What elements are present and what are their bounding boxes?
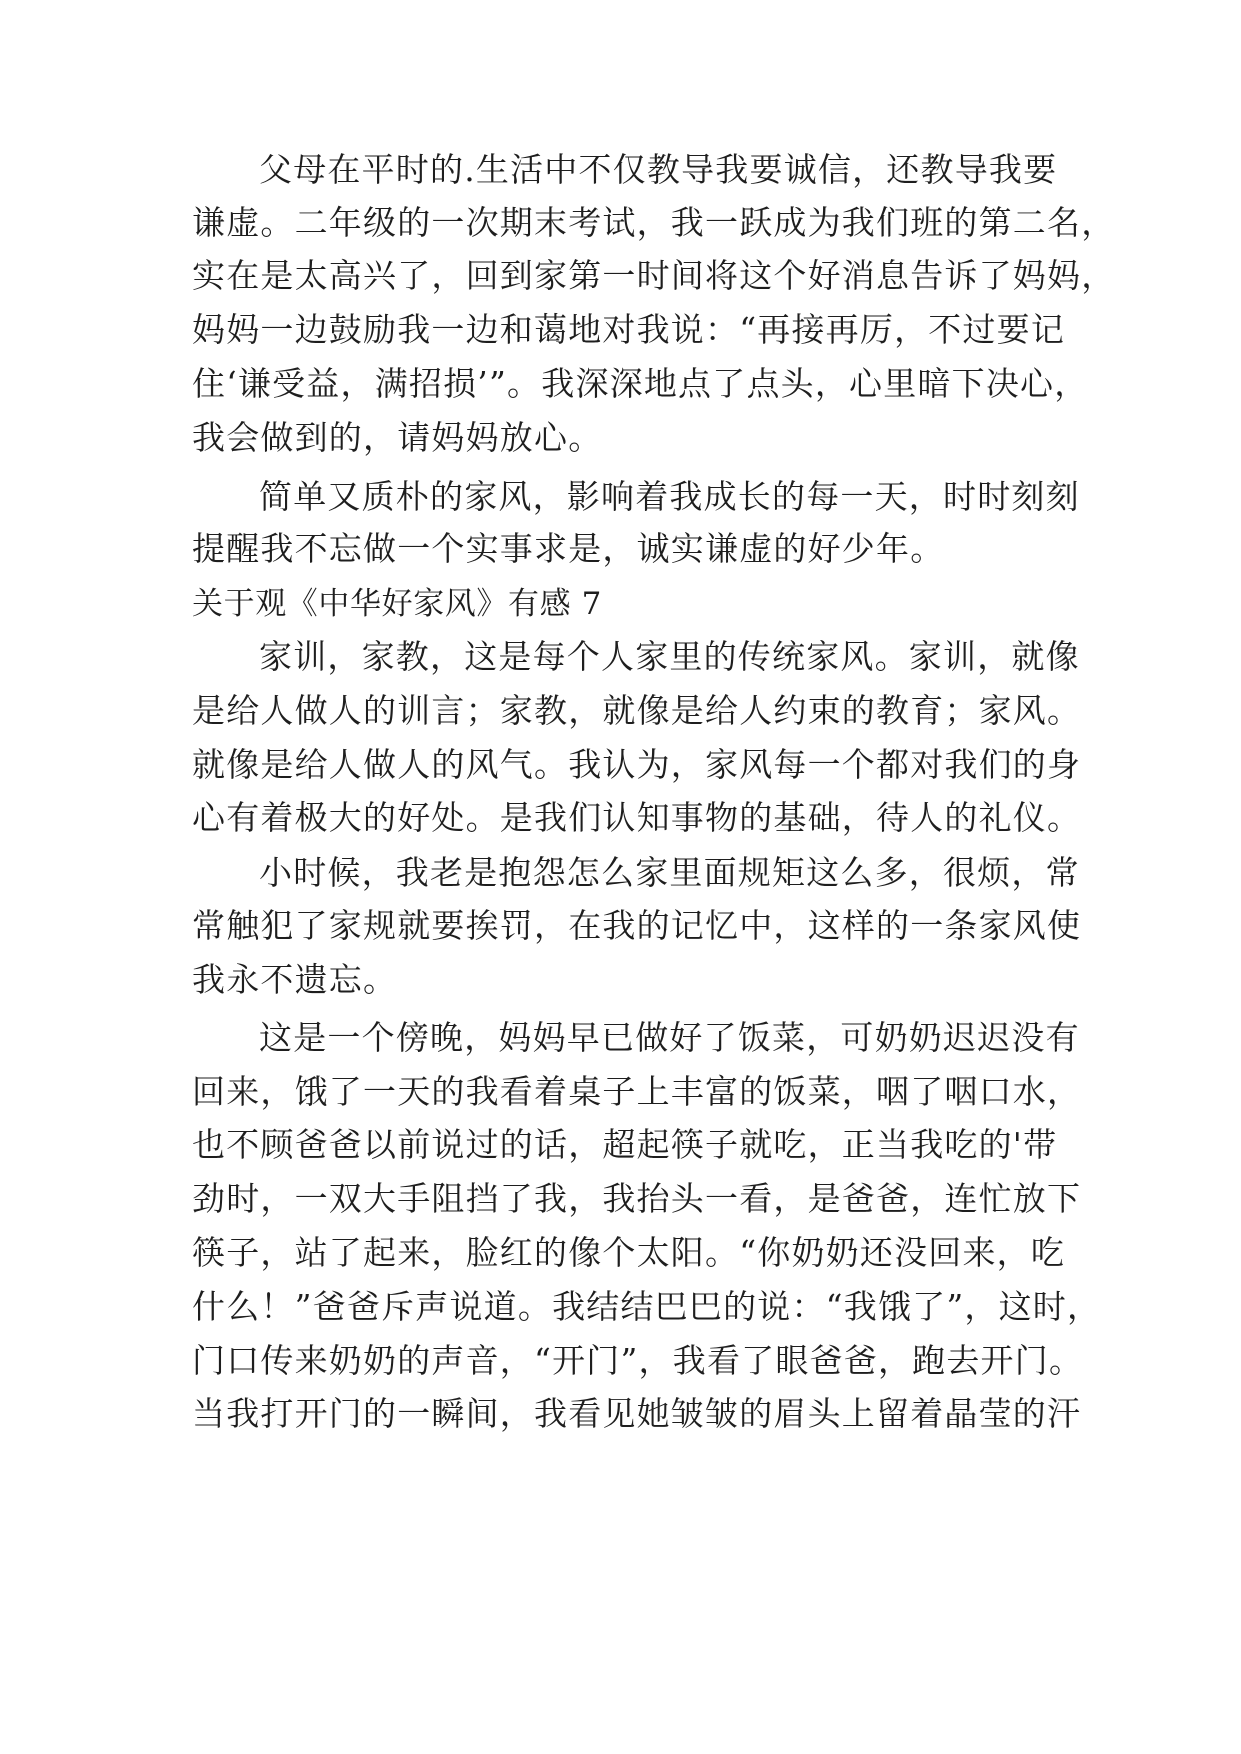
text-line: 妈妈一边鼓励我一边和蔼地对我说：“再接再厉，不过要记: [192, 310, 1066, 349]
text-line: 门口传来奶奶的声音，“开门”，我看了眼爸爸，跑去开门。: [192, 1341, 1084, 1380]
text-line: 提醒我不忘做一个实事求是，诚实谦虚的好少年。: [192, 529, 945, 568]
text-line: 就像是给人做人的风气。我认为，家风每一个都对我们的身: [192, 745, 1082, 784]
text-line: 我永不遗忘。: [192, 960, 398, 999]
text-line: 这是一个傍晚，妈妈早已做好了饭菜，可奶奶迟迟没有: [259, 1018, 1080, 1057]
text-line: 当我打开门的一瞬间，我看见她皱皱的眉头上留着晶莹的汗: [192, 1394, 1082, 1433]
section-heading: 关于观《中华好家风》有感 7: [192, 586, 602, 622]
text-line: 住‘谦受益，满招损’”。我深深地点了点头，心里暗下决心，: [192, 364, 1089, 403]
text-line: 家训，家教，这是每个人家里的传统家风。家训，就像: [259, 637, 1080, 676]
text-line: 小时候，我老是抱怨怎么家里面规矩这么多，很烦，常: [259, 853, 1080, 892]
text-line: 父母在平时的.生活中不仅教导我要诚信，还教导我要: [259, 150, 1058, 189]
text-line: 简单又质朴的家风，影响着我成长的每一天，时时刻刻: [259, 477, 1080, 516]
text-line: 心有着极大的好处。是我们认知事物的基础，待人的礼仪。: [192, 798, 1082, 837]
text-line: 什么！”爸爸斥声说道。我结结巴巴的说：“我饿了”，这时，: [192, 1287, 1102, 1326]
text-line: 谦虚。二年级的一次期末考试，我一跃成为我们班的第二名，: [192, 203, 1116, 242]
text-line: 劲时，一双大手阻挡了我，我抬头一看，是爸爸，连忙放下: [192, 1179, 1082, 1218]
text-line: 是给人做人的训言；家教，就像是给人约束的教育；家风。: [192, 691, 1082, 730]
text-line: 回来，饿了一天的我看着桌子上丰富的饭菜，咽了咽口水，: [192, 1072, 1082, 1111]
text-line: 也不顾爸爸以前说过的话，超起筷子就吃，正当我吃的'带: [192, 1125, 1058, 1164]
text-line: 实在是太高兴了，回到家第一时间将这个好消息告诉了妈妈，: [192, 256, 1116, 295]
text-line: 我会做到的，请妈妈放心。: [192, 418, 603, 457]
text-line: 常触犯了家规就要挨罚，在我的记忆中，这样的一条家风使: [192, 906, 1082, 945]
text-line: 筷子，站了起来，脸红的像个太阳。“你奶奶还没回来，吃: [192, 1233, 1066, 1272]
